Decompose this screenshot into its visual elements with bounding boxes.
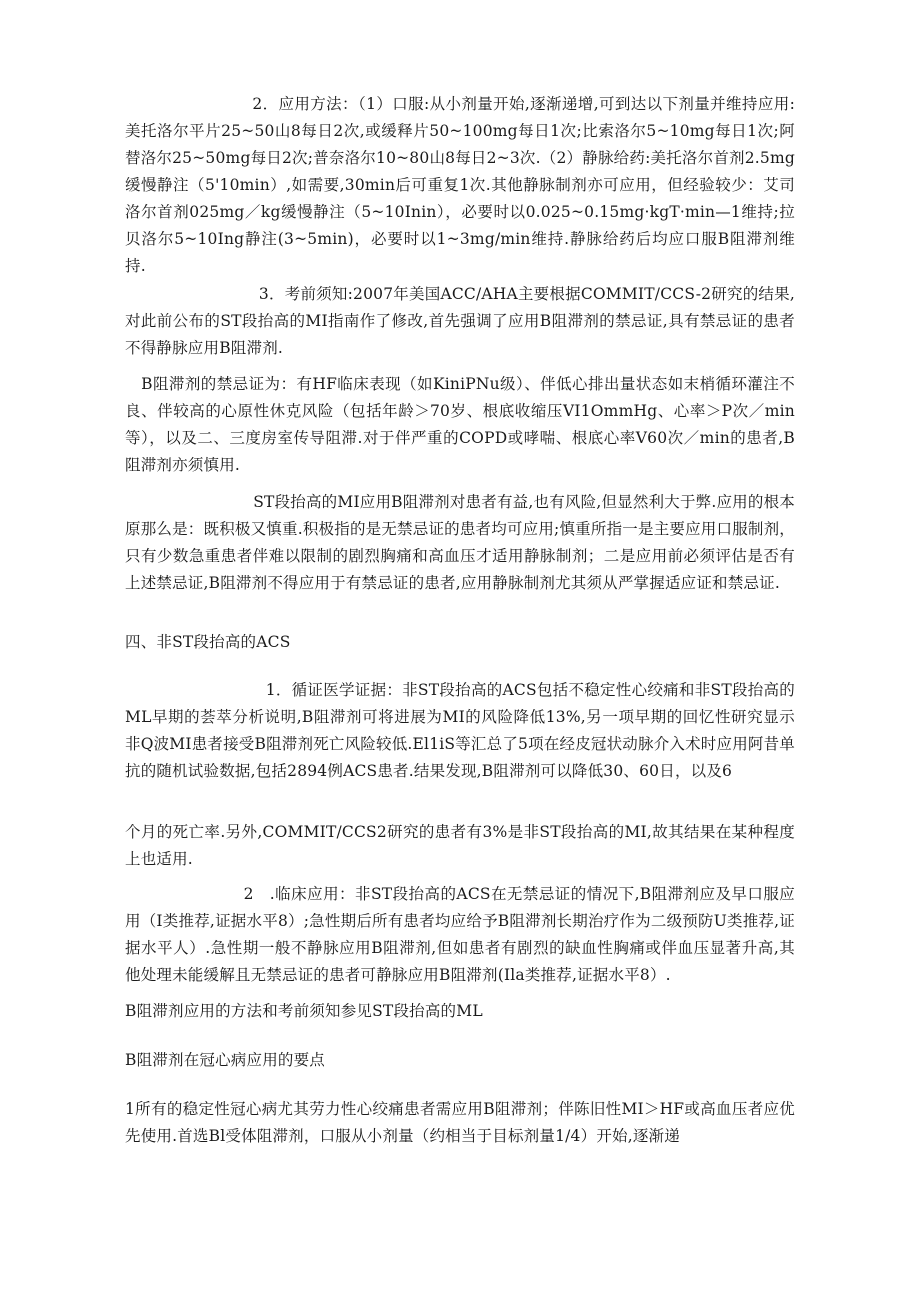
paragraph-precautions: 3．考前须知:2007年美国ACC/AHA主要根据COMMIT/CCS-2研究的结果,对此前公布的ST段抬高的MI指南作了修改,首先强调了应用B阻滞剂的禁忌证,具有禁忌证的患者不得静脉应用B阻滞剂. (125, 285, 795, 357)
section-heading-key-points: B阻滞剂在冠心病应用的要点 (125, 1051, 325, 1069)
paragraph-key-point-1: 1所有的稳定性冠心病尤其劳力性心绞痛患者需应用B阻滞剂；伴陈旧性MI＞HF或高血压者应优先使用.首选Bl受体阻滞剂，口服从小剂量（约相当于目标剂量1/4）开始,逐渐递 (125, 1100, 795, 1145)
paragraph-method-reference: B阻滞剂应用的方法和考前须知参见ST段抬高的ML (125, 1002, 483, 1020)
paragraph-evidence: 1．循证医学证据：非ST段抬高的ACS包括不稳定性心绞痛和非ST段抬高的ML早期的荟萃分析说明,B阻滞剂可将进展为MI的风险降低13%,另一项早期的回忆性研究显示非Q波MI患者接受B阻滞剂死亡风险较低.El1iS等汇总了5项在经皮冠状动脉介入术时应用阿昔单抗的随机试验数据,包括2894例ACS患者.结果发现,B阻滞剂可以降低30、60日，以及6 (125, 681, 795, 780)
paragraph-stemi-benefit-risk: ST段抬高的MI应用B阻滞剂对患者有益,也有风险,但显然利大于弊.应用的根本原那么是：既积极又慎重.积极指的是无禁忌证的患者均可应用;慎重所指一是主要应用口服制剂，只有少数急重患者伴难以限制的剧烈胸痛和高血压才适用静脉制剂；二是应用前必须评估是否有上述禁忌证,B阻滞剂不得应用于有禁忌证的患者,应用静脉制剂尤其须从严掌握适应证和禁忌证. (125, 493, 795, 592)
section-heading-nste-acs: 四、非ST段抬高的ACS (125, 633, 291, 651)
paragraph-mortality: 个月的死亡率.另外,COMMIT/CCS2研究的患者有3%是非ST段抬高的MI,故其结果在某种程度上也适用. (125, 823, 795, 868)
paragraph-application-method: 2．应用方法：（1）口服:从小剂量开始,逐渐递增,可到达以下剂量并维持应用:美托洛尔平片25~50山8每日2次,或缓释片50~100mg每日1次;比索洛尔5~10mg每日1次;阿替洛尔25~50mg每日2次;普奈洛尔10~80山8每日2~3次.（2）静脉给药:美托洛尔首剂2.5mg缓慢静注（5'10min）,如需要,30min后可重复1次.其他静脉制剂亦可应用，但经验较少：艾司洛尔首剂025mg／kg缓慢静注（5~10Inin），必要时以0.025~0.15mg·kgT·min—1维持;拉贝洛尔5~10Ing静注(3~5min)，必要时以1~3mg/min维持.静脉给药后均应口服B阻滞剂维持. (125, 95, 795, 275)
paragraph-clinical-application: 2 .临床应用：非ST段抬高的ACS在无禁忌证的情况下,B阻滞剂应及早口服应用（I类推荐,证据水平8）;急性期后所有患者均应给予B阻滞剂长期治疗作为二级预防U类推荐,证据水平人）.急性期一般不静脉应用B阻滞剂,但如患者有剧烈的缺血性胸痛或伴血压显著升高,其他处理未能缓解且无禁忌证的患者可静脉应用B阻滞剂(Ila类推荐,证据水平8）. (125, 885, 795, 984)
paragraph-contraindications: B阻滞剂的禁忌证为：有HF临床表现（如KiniPNu级）、伴低心排出量状态如末梢循环灌注不良、伴较高的心原性休克风险（包括年龄＞70岁、根底收缩压VI1OmmHg、心率＞P次／min等），以及二、三度房室传导阻滞.对于伴严重的COPD或哮喘、根底心率V60次／min的患者,B阻滞剂亦须慎用. (125, 375, 795, 474)
